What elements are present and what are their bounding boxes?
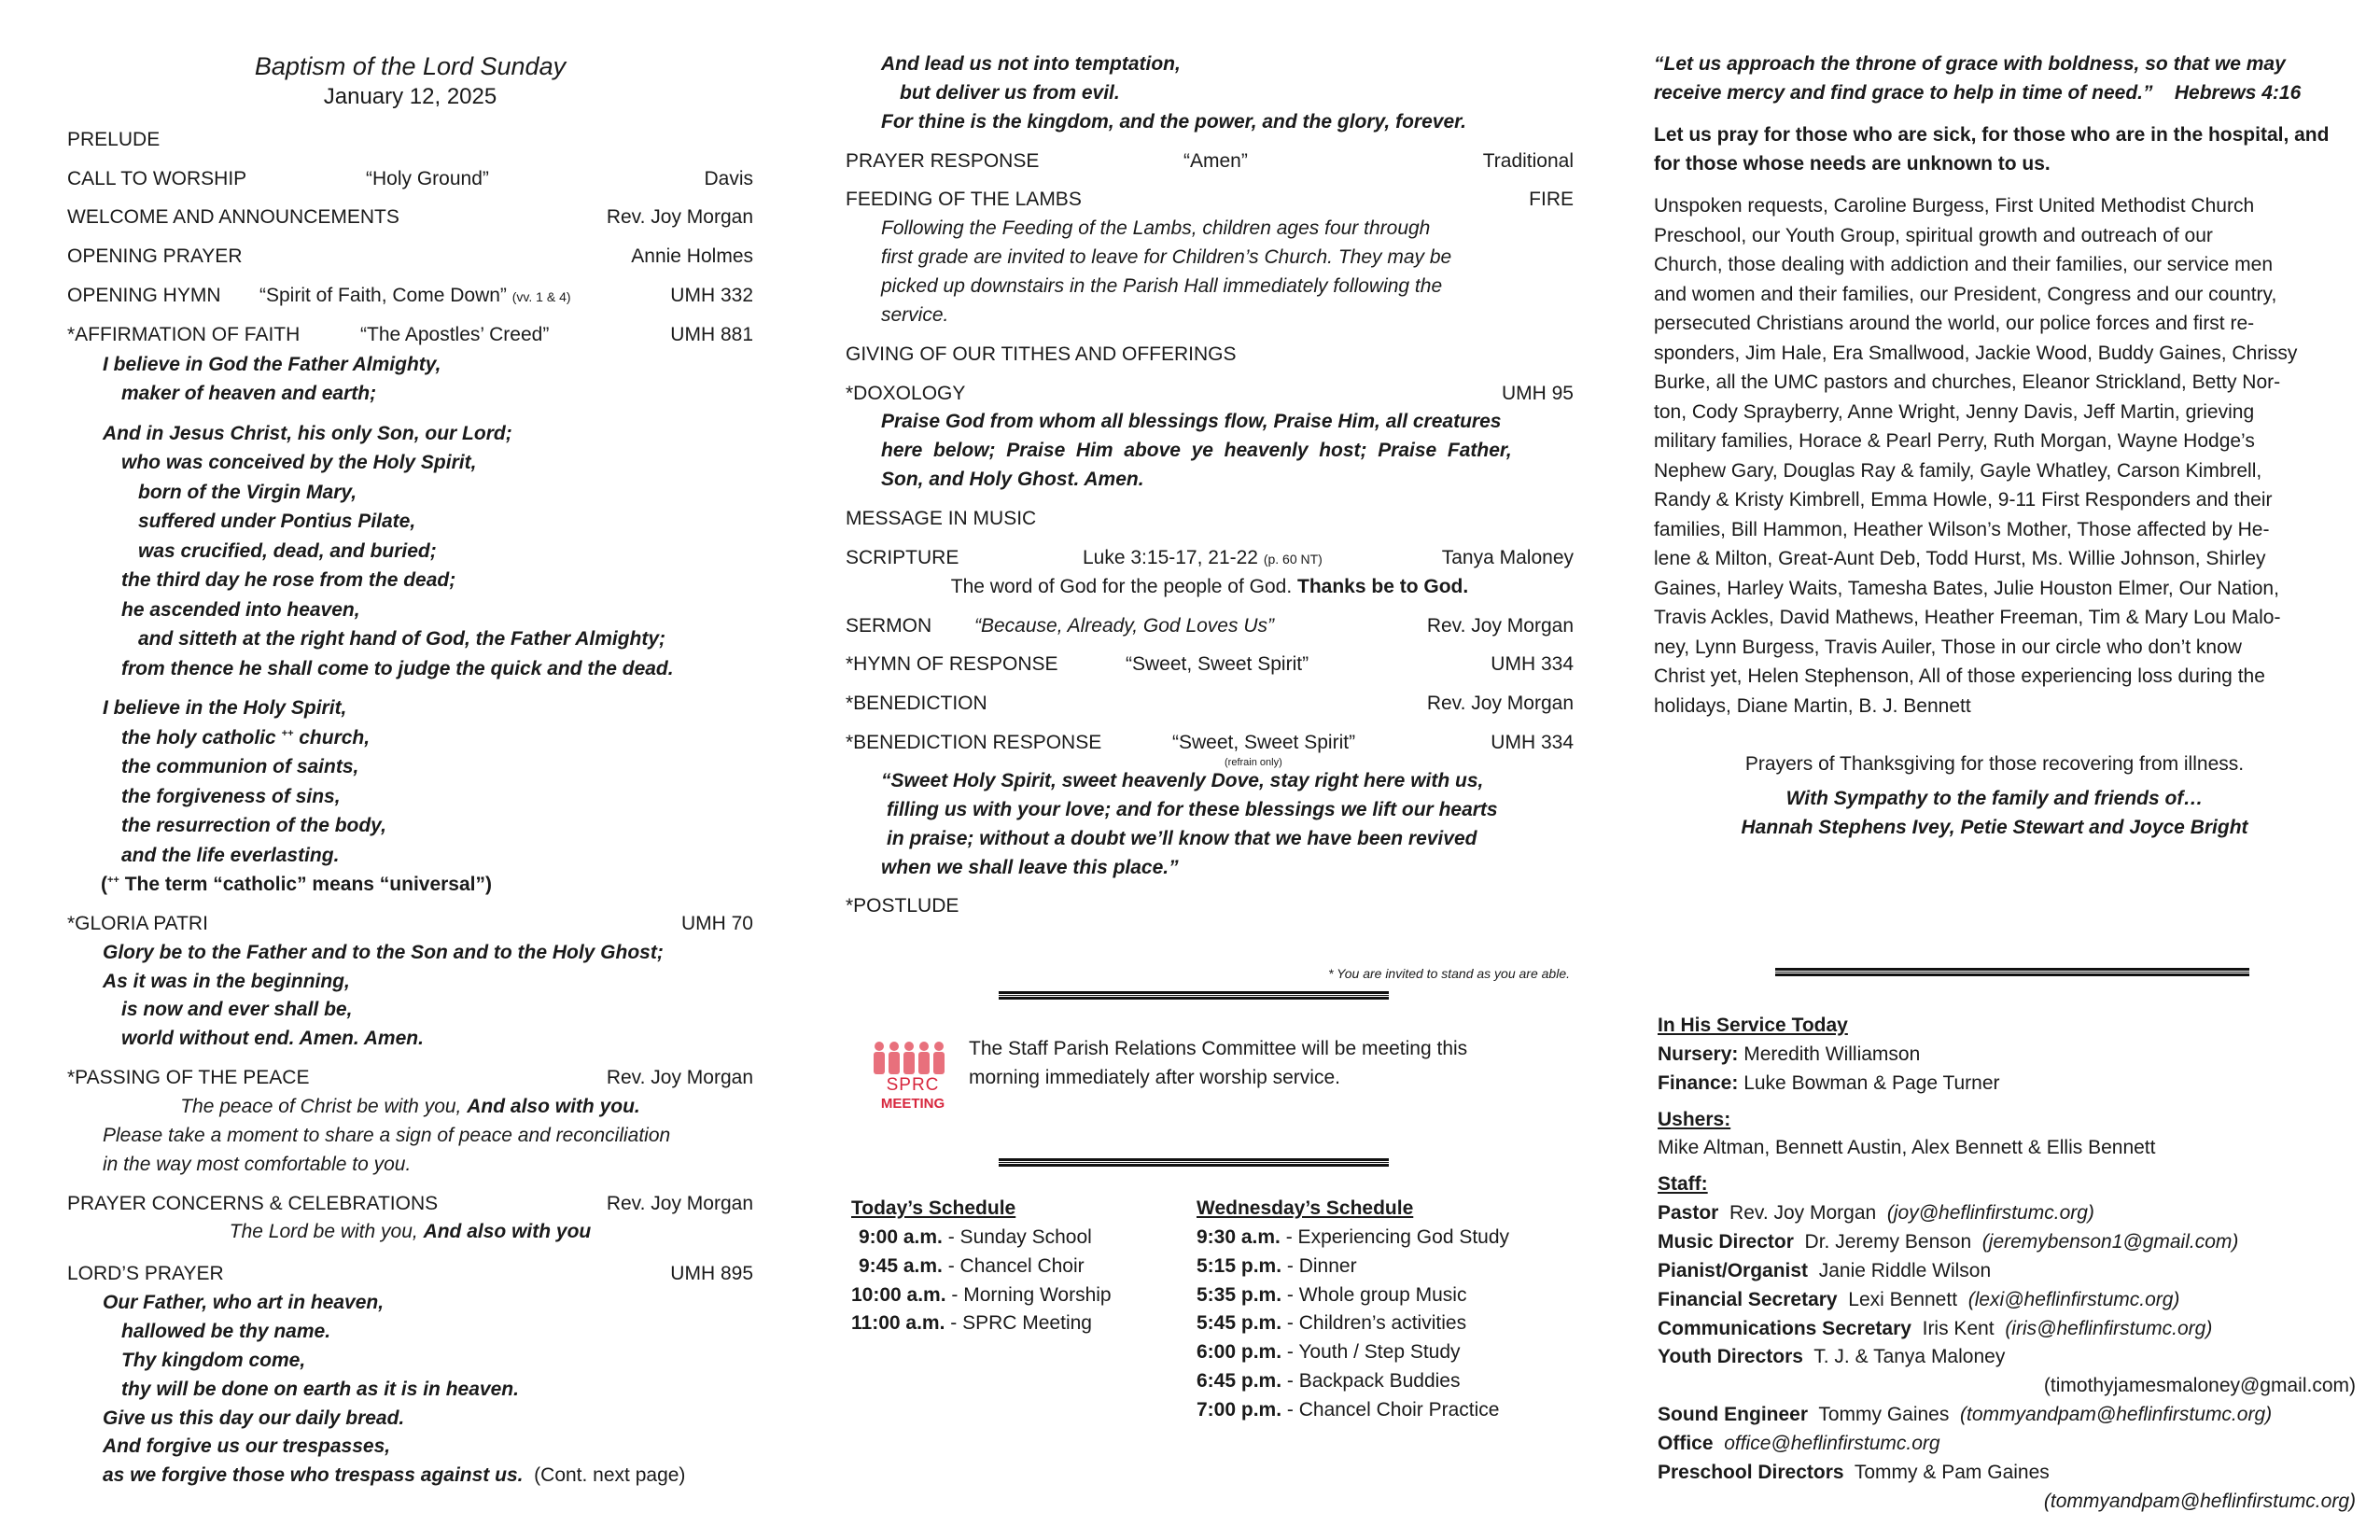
hymn-of-response [846,651,1574,679]
item-note: (vv. 1 & 4) [511,289,571,305]
concerns-call: The Lord be with you, [229,1221,418,1243]
schedule-time: 10:00 a.m. [851,1283,946,1306]
verse-line: “Let us approach the throne of grace with boldness, so that we may [1654,53,2286,75]
item-right: Rev. Joy Morgan [606,206,753,229]
item-right: UMH 332 [670,285,753,307]
sprc-logo [866,1039,959,1113]
prayer-list-line: Preschool, our Youth Group, spiritual growth and outreach of our [1654,224,2213,246]
schedule-event: - Backpack Buddies [1286,1370,1461,1393]
prayer-response [846,147,1574,176]
feeding-line: first grade are invited to leave for Children’s Church. They may be [881,246,1452,269]
divider [999,991,1389,1000]
creed-line: and sitteth at the right hand of God, the Father Almighty; [138,628,666,651]
call-to-worship [67,165,753,194]
sprc-logo-sub: MEETING [880,1095,945,1112]
prayer-line: And lead us not into temptation, [881,53,1181,75]
bulletin-date: January 12, 2025 [323,84,497,110]
sermon [846,612,1574,641]
prayer-line [67,1462,753,1491]
schedule-item [851,1309,1197,1338]
doxology-line: Son, and Holy Ghost. Amen. [881,469,1144,491]
item-label: *BENEDICTION RESPONSE [846,732,1102,754]
item-label: PRAYER CONCERNS & CELEBRATIONS [67,1192,439,1214]
prayer-list-line: holidays, Diane Martin, B. J. Bennett [1654,694,1971,717]
sympathy-line: Hannah Stephens Ivey, Petie Stewart and Joyce Bright [1741,817,2248,839]
schedule-time: 5:45 p.m. [1197,1312,1282,1335]
item-note: (refrain only) [1225,757,1282,769]
staff-email: (jeremybenson1@gmail.com) [1981,1231,2239,1253]
creed-line: the communion of saints, [121,756,359,778]
prayer-text: as we forgive those who trespass against us. [103,1464,524,1487]
footnote-text: The term “catholic” means “universal”) [124,874,492,896]
nursery-label: Nursery: [1658,1043,1739,1065]
item-right: UMH 334 [1491,653,1574,676]
footnote-open: ( [101,874,107,896]
creed-sup: ++ [281,727,294,739]
prayer-line: thy will be done on earth as it is in heaven. [121,1378,519,1400]
service-heading: In His Service Today [1658,1015,1848,1037]
staff-row [1658,1459,2363,1488]
concerns-response-text: And also with you [423,1221,592,1243]
item-right: UMH 895 [670,1263,753,1285]
schedule-time: 9:30 a.m. [1197,1225,1281,1248]
schedule-time: 9:00 a.m. [859,1225,943,1248]
prayer-list-line: lene & Milton, Great-Aunt Deb, Todd Hurst, Ms. Willie Johnson, Shirley [1654,548,2266,570]
item-right: UMH 334 [1491,732,1574,754]
prayer-concerns [67,1190,753,1219]
item-label: WELCOME AND ANNOUNCEMENTS [67,206,399,229]
schedule-item [1197,1309,1570,1338]
column-three [1654,50,2363,1517]
schedule-event: - SPRC Meeting [950,1312,1092,1335]
item-title-wrap [1172,729,1491,769]
item-label: SCRIPTURE [846,546,959,568]
prayer-list-line: Christ yet, Helen Stephenson, All of those experiencing loss during the [1654,665,2265,688]
welcome [67,203,753,232]
item-title: “Sweet, Sweet Spirit” [1172,732,1356,754]
item-right: Rev. Joy Morgan [1426,614,1574,637]
creed-line: who was conceived by the Holy Spirit, [121,452,477,474]
schedule-time: 6:00 p.m. [1197,1341,1282,1364]
item-label: LORD’S PRAYER [67,1263,224,1285]
item-right: UMH 881 [670,323,753,345]
scripture [846,544,1574,573]
scripture-response-text: Thanks be to God. [1297,575,1469,597]
today-schedule [851,1195,1197,1425]
schedule-time: 11:00 a.m. [851,1312,945,1335]
schedules [851,1195,1574,1425]
item-title: “Holy Ground” [366,167,489,189]
item-label: SERMON [846,614,932,637]
prayer-list-line: sponders, Jim Hale, Era Smallwood, Jackie Wood, Buddy Gaines, Chrissy [1654,342,2298,364]
item-title-wrap [259,282,670,311]
feeding-line: service. [881,303,949,326]
item-title: “Amen” [1183,149,1248,172]
schedule-item [851,1253,1197,1281]
staff-row [1658,1315,2363,1344]
prayer-line: For thine is the kingdom, and the power, and the glory, forever. [881,110,1466,133]
schedule-item [1197,1367,1570,1396]
schedule-event: - Experiencing God Study [1285,1225,1510,1248]
prayer-list-line: families, Bill Hammon, Heather Wilson’s Mother, Those affected by He- [1654,518,2270,540]
staff-name: Tommy & Pam Gaines [1854,1461,2050,1483]
staff-name: Lexi Bennett [1848,1288,1958,1310]
prayer-list-line: ney, Lynn Burgess, Travis Auiler, Those in our circle who don’t know [1654,636,2242,658]
finance-value: Luke Bowman & Page Turner [1743,1071,2000,1094]
schedule-time: 9:45 a.m. [859,1254,943,1277]
staff-role: Pastor [1658,1202,1719,1225]
schedule-item [1197,1224,1570,1253]
sprc-logo-text: SPRC [886,1074,940,1095]
schedule-item [1197,1338,1570,1367]
peace-response [67,1093,753,1122]
creed-line: the third day he rose from the dead; [121,569,456,592]
verse-reference: Hebrews 4:16 [2174,81,2302,104]
scripture-verse [1654,50,2363,108]
gloria-patri [67,910,753,939]
refrain-line: “Sweet Holy Spirit, sweet heavenly Dove, stay right here with us, [881,770,1484,792]
staff-row [1658,1199,2363,1228]
item-right: Tanya Maloney [1441,546,1574,568]
prayer-line: Thy kingdom come, [121,1349,306,1371]
prayer-line: hallowed be thy name. [121,1320,331,1342]
staff-name: T. J. & Tanya Maloney [1813,1346,2006,1368]
staff-email: office@heflinfirstumc.org [1724,1433,1940,1455]
benediction [846,690,1574,719]
gloria-line: Glory be to the Father and to the Son and to the Holy Ghost; [103,941,664,963]
prayer-call [1654,121,2363,179]
item-label: *BENEDICTION [846,693,987,715]
schedule-event: - Children’s activities [1286,1312,1467,1335]
sprc-notice [866,1039,1574,1113]
item-right: FIRE [1529,189,1574,211]
verse-text: receive mercy and find grace to help in time of need.” [1654,81,2153,104]
item-right: UMH 70 [680,912,753,934]
creed-line: he ascended into heaven, [121,598,360,621]
item-label: *AFFIRMATION OF FAITH [67,323,301,345]
staff-name: Rev. Joy Morgan [1729,1202,1877,1225]
creed-text: the holy catholic [121,726,276,749]
doxology [846,380,1574,409]
nursery [1658,1041,2363,1070]
staff-email: (tommyandpam@heflinfirstumc.org) [1960,1404,2273,1426]
schedule-event: - Sunday School [947,1225,1092,1248]
creed-line: and the life everlasting. [121,844,340,866]
schedule-event: - Whole group Music [1286,1283,1467,1306]
prayer-list-line: Randy & Kristy Kimbrell, Emma Howle, 9-11 First Responders and their [1654,489,2273,511]
divider [999,1158,1389,1167]
staff-email: (iris@heflinfirstumc.org) [2005,1317,2213,1339]
apostles-creed [67,350,753,900]
staff-email: (joy@heflinfirstumc.org) [1886,1202,2094,1225]
refrain-line: when we shall leave this place.” [881,856,1179,878]
staff-row [1658,1228,2363,1257]
sprc-line: The Staff Parish Relations Committee will be meeting this [969,1037,1468,1059]
item-right: Davis [704,167,753,189]
prelude: PRELUDE [67,128,161,150]
creed-line: the resurrection of the body, [121,815,386,837]
creed-line: was crucified, dead, and buried; [138,539,437,562]
concerns-response [67,1218,753,1247]
creed-line: suffered under Pontius Pilate, [138,511,416,533]
staff-email: (lexi@heflinfirstumc.org) [1967,1288,2180,1310]
item-right: Traditional [1482,149,1574,172]
creed-line: born of the Virgin Mary, [138,481,357,503]
schedule-item [1197,1281,1570,1310]
wednesday-heading: Wednesday’s Schedule [1197,1197,1414,1219]
prayer-list-line: persecuted Christians around the world, our police forces and first re- [1654,313,2255,335]
column-one [67,52,753,1491]
column-two [846,50,1574,1425]
doxology-text [846,408,1574,495]
prayer-list-line: Travis Ackles, David Mathews, Heather Freeman, Tim & Mary Lou Malo- [1654,607,2281,629]
sympathy-line: With Sympathy to the family and friends of… [1785,788,2204,810]
staff-role: Pianist/Organist [1658,1259,1809,1281]
feeding-text [846,215,1574,329]
schedule-item [1197,1396,1570,1425]
prayer-line: Give us this day our daily bread. [103,1407,405,1429]
benediction-response [846,729,1574,769]
prayer-line: Our Father, who art in heaven, [103,1292,385,1314]
staff-role: Financial Secretary [1658,1288,1838,1310]
creed-line: I believe in God the Father Almighty, [103,353,441,375]
peace-response-text: And also with you. [467,1095,640,1117]
item-label: FEEDING OF THE LAMBS [846,189,1082,211]
prayer-list-line: Nephew Gary, Douglas Ray & family, Gayle Whatley, Carson Kimbrell, [1654,459,2262,482]
item-title: “Because, Already, God Loves Us” [974,614,1274,637]
prayer-list-line: and women and their families, our President, Congress and our country, [1654,283,2277,305]
schedule-time: 7:00 p.m. [1197,1398,1282,1421]
staff-name: Dr. Jeremy Benson [1804,1231,1972,1253]
divider [1775,968,2249,976]
staff-row [1658,1430,2363,1459]
gloria-line: As it was in the beginning, [103,970,350,992]
peace-instruction: Please take a moment to share a sign of peace and reconciliation [103,1124,671,1146]
schedule-event: - Youth / Step Study [1286,1341,1461,1364]
sprc-text [969,1035,1467,1093]
wednesday-schedule [1197,1195,1570,1425]
feeding-line: picked up downstairs in the Parish Hall immediately following the [881,275,1443,298]
item-title: Luke 3:15-17, 21-22 [1083,546,1258,568]
item-label: *GLORIA PATRI [67,912,208,934]
staff-role: Communications Secretary [1658,1317,1911,1339]
ushers-value: Mike Altman, Bennett Austin, Alex Bennett & Ellis Bennett [1658,1137,2156,1159]
item-right: Rev. Joy Morgan [1426,693,1574,715]
staff-name: Tommy Gaines [1818,1404,1950,1426]
finance [1658,1070,2363,1099]
schedule-event: - Chancel Choir Practice [1286,1398,1500,1421]
item-label: *PASSING OF THE PEACE [67,1067,310,1089]
sympathy [1654,785,2335,843]
staff-role: Music Director [1658,1231,1794,1253]
prayer-call-line: Let us pray for those who are sick, for those who are in the hospital, and [1654,123,2330,146]
tithes: GIVING OF OUR TITHES AND OFFERINGS [846,343,1237,365]
service-today [1654,1012,2363,1517]
creed-text: church, [299,726,371,749]
schedule-time: 5:35 p.m. [1197,1283,1282,1306]
prayer-list-line: military families, Horace & Pearl Perry, Ruth Morgan, Wayne Hodge’s [1654,430,2255,453]
gloria-text [67,939,753,1054]
staff-role: Preschool Directors [1658,1461,1844,1483]
schedule-item [851,1224,1197,1253]
nursery-value: Meredith Williamson [1743,1043,1921,1065]
item-label: OPENING HYMN [67,285,221,307]
lords-prayer-text [67,1289,753,1491]
schedule-event: - Dinner [1286,1254,1357,1277]
continued-note: (Cont. next page) [534,1464,686,1487]
staff-name: Janie Riddle Wilson [1818,1259,1992,1281]
creed-line: maker of heaven and earth; [121,383,377,405]
sprc-line: morning immediately after worship service. [969,1066,1340,1088]
feeding-of-lambs [846,186,1574,215]
staff-row [1658,1286,2363,1315]
refrain-text [846,767,1574,882]
affirmation-of-faith [67,321,753,350]
prayer-list-line: Burke, all the UMC pastors and churches, Eleanor Strickland, Betty Nor- [1654,371,2281,394]
opening-hymn [67,282,753,311]
stand-note: * You are invited to stand as you are able. [1328,966,1570,982]
finance-label: Finance: [1658,1071,1739,1094]
doxology-line: here below; Praise Him above ye heavenly host; Praise Father, [881,440,1512,462]
refrain-line: in praise; without a doubt we’ll know that we have been revived [887,827,1477,849]
creed-line: the forgiveness of sins, [121,785,341,807]
item-note: (p. 60 NT) [1263,551,1323,567]
bulletin-title: Baptism of the Lord Sunday [254,52,567,80]
thanksgiving: Prayers of Thanksgiving for those recovering from illness. [1744,753,2245,776]
schedule-item [1197,1253,1570,1281]
creed-footnote [67,870,753,900]
item-title: “Sweet, Sweet Spirit” [1126,653,1309,676]
staff-heading: Staff: [1658,1173,1708,1196]
verse-line [1654,79,2363,108]
schedule-time: 6:45 p.m. [1197,1370,1282,1393]
item-title-wrap [1083,544,1442,573]
prayer-list [1654,191,2363,721]
peace-call: The peace of Christ be with you, [180,1095,462,1117]
staff-role: Office [1658,1433,1714,1455]
footnote-sup: ++ [107,875,119,887]
creed-line: I believe in the Holy Spirit, [103,697,347,720]
lords-prayer-continued [846,50,1574,137]
item-label: CALL TO WORSHIP [67,167,247,189]
scripture-call: The word of God for the people of God. [950,575,1293,597]
refrain-line: filling us with your love; and for these blessings we lift our hearts [887,798,1498,820]
feeding-line: Following the Feeding of the Lambs, children ages four through [881,217,1431,240]
item-title: “The Apostles’ Creed” [360,323,550,345]
staff-role: Youth Directors [1658,1346,1803,1368]
schedule-event: - Morning Worship [951,1283,1112,1306]
prayer-line: but deliver us from evil. [900,81,1120,104]
creed-line [67,723,753,753]
prayer-list-line: Gaines, Harley Waits, Tamesha Bates, Julie Houston Elmer, Our Nation, [1654,577,2279,599]
schedule-event: - Chancel Choir [947,1254,1085,1277]
staff-row [1658,1401,2363,1430]
staff-row [1658,1257,2363,1286]
item-right: Annie Holmes [631,245,753,268]
staff-email-line: (timothyjamesmaloney@gmail.com) [2043,1375,2356,1397]
staff-row [1658,1343,2363,1372]
passing-of-peace [67,1064,753,1093]
prayer-list-line: ton, Cody Sprayberry, Anne Wright, Jenny Davis, Jeff Martin, grieving [1654,400,2255,423]
staff-role: Sound Engineer [1658,1404,1809,1426]
schedule-time: 5:15 p.m. [1197,1254,1282,1277]
ushers-heading: Ushers: [1658,1108,1731,1130]
prayer-call-line: for those whose needs are unknown to us. [1654,152,2051,175]
prayer-list-line: Unspoken requests, Caroline Burgess, First United Methodist Church [1654,195,2255,217]
staff-name: Iris Kent [1922,1317,1995,1339]
today-heading: Today’s Schedule [851,1197,1016,1219]
staff-email-line: (tommyandpam@heflinfirstumc.org) [2043,1490,2356,1512]
postlude: *POSTLUDE [846,895,959,917]
prayer-list-line: Church, those dealing with addiction and their families, our service men [1654,254,2274,276]
item-label: OPENING PRAYER [67,245,243,268]
schedule-item [851,1281,1197,1310]
item-label: PRAYER RESPONSE [846,149,1040,172]
creed-line: from thence he shall come to judge the quick and the dead. [121,657,674,679]
doxology-line: Praise God from whom all blessings flow, Praise Him, all creatures [881,411,1502,433]
item-label: *HYMN OF RESPONSE [846,653,1058,676]
gloria-line: world without end. Amen. Amen. [121,1028,424,1050]
prayer-line: And forgive us our trespasses, [103,1435,391,1458]
opening-prayer [67,243,753,272]
message-in-music: MESSAGE IN MUSIC [846,508,1037,530]
item-right: UMH 95 [1501,382,1574,404]
item-title: “Spirit of Faith, Come Down” [259,285,507,307]
lords-prayer [67,1260,753,1289]
gloria-line: is now and ever shall be, [121,999,353,1021]
item-label: *DOXOLOGY [846,382,966,404]
scripture-response [846,573,1574,602]
creed-line: And in Jesus Christ, his only Son, our Lord; [103,422,512,444]
item-right: Rev. Joy Morgan [606,1067,753,1089]
item-right: Rev. Joy Morgan [606,1192,753,1214]
peace-instruction: in the way most comfortable to you. [103,1153,412,1175]
